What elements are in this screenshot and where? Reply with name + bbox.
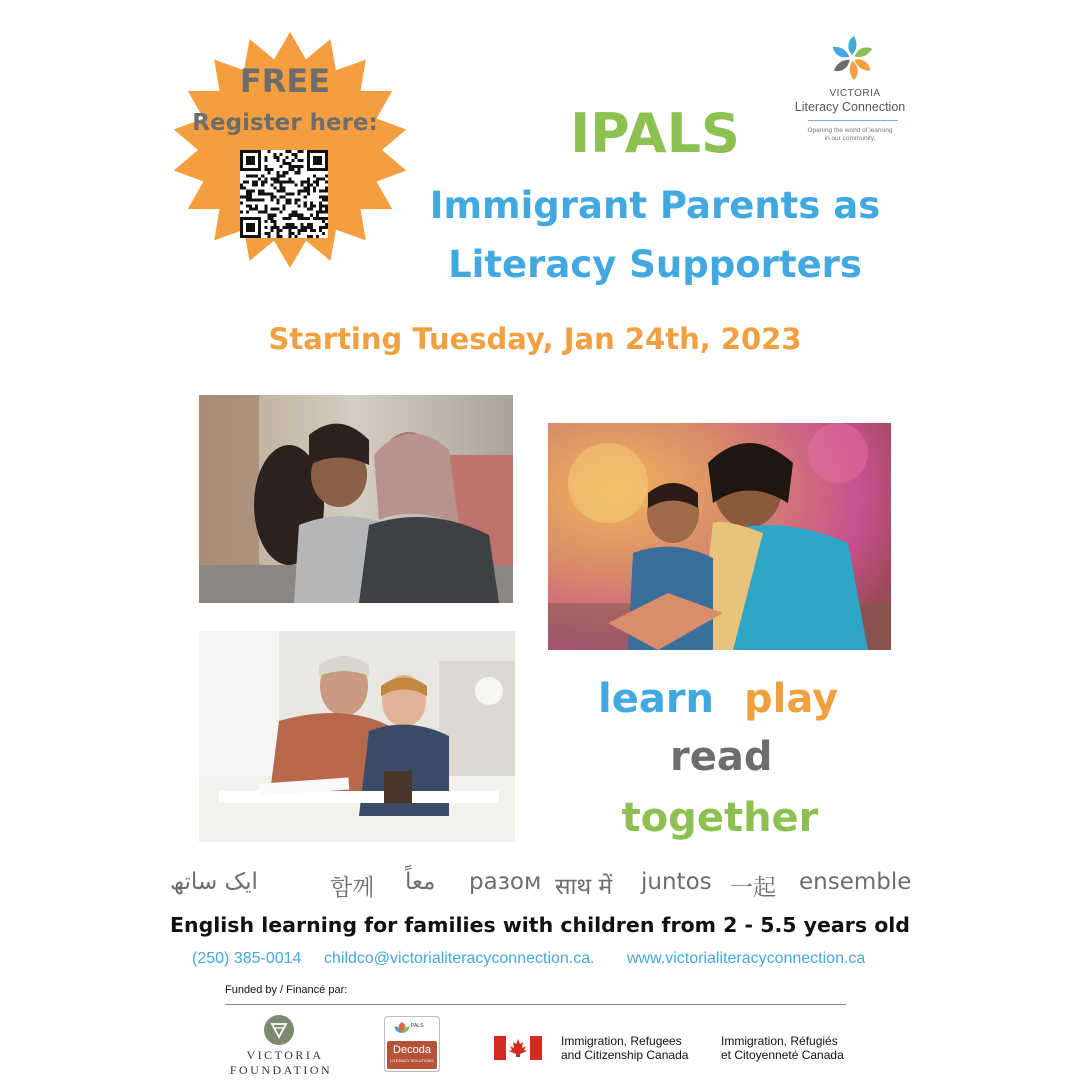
page-title: IPALS bbox=[570, 102, 740, 165]
registration-qr-code[interactable] bbox=[240, 150, 328, 238]
ircc-french: Immigration, Réfugiés et Citoyenneté Canada bbox=[721, 1034, 844, 1062]
start-date: Starting Tuesday, Jan 24th, 2023 bbox=[268, 322, 802, 356]
contact-phone[interactable]: (250) 385-0014 bbox=[192, 950, 302, 967]
word-learn: learn bbox=[598, 676, 715, 722]
together-chinese: 一起 bbox=[730, 875, 776, 901]
victoria-foundation-line1: VICTORIA bbox=[246, 1048, 324, 1062]
literacy-connection-logo-icon bbox=[828, 34, 876, 82]
logo-victoria: VICTORIA bbox=[829, 88, 881, 99]
decoda-subtitle: LITERACY SOLUTIONS bbox=[390, 1058, 434, 1063]
decoda-pals-label: PALS bbox=[411, 1023, 424, 1029]
together-urdu: ایک ساتھ bbox=[170, 869, 258, 895]
contact-email[interactable]: childco@victorialiteracyconnection.ca. bbox=[324, 950, 595, 967]
contact-website[interactable]: www.victorialiteracyconnection.ca bbox=[627, 950, 866, 967]
together-korean: 함께 bbox=[330, 875, 375, 901]
together-hindi: साथ में bbox=[555, 874, 613, 900]
victoria-foundation-logo-icon bbox=[264, 1015, 294, 1045]
word-read: read bbox=[670, 734, 773, 780]
program-tagline: English learning for families with children from 2 - 5.5 years old bbox=[169, 913, 910, 937]
logo-literacy-connection: Literacy Connection bbox=[794, 100, 906, 114]
decoda-name: Decoda bbox=[393, 1044, 431, 1056]
free-label: FREE bbox=[239, 62, 331, 100]
victoria-foundation-line2: FOUNDATION bbox=[229, 1063, 333, 1077]
ircc-english: Immigration, Refugees and Citizenship Canada bbox=[561, 1034, 689, 1062]
together-arabic: معاً bbox=[405, 869, 436, 895]
subtitle-line-2: Literacy Supporters bbox=[448, 243, 862, 286]
word-together: together bbox=[621, 795, 819, 841]
word-play: play bbox=[744, 676, 839, 722]
together-french: ensemble bbox=[799, 869, 912, 895]
photo-mother-reading-to-son bbox=[548, 423, 891, 650]
photo-grandfather-drawing-with-boy bbox=[199, 631, 515, 842]
canada-flag-icon bbox=[494, 1036, 542, 1060]
photo-mother-hugging-daughter bbox=[199, 395, 513, 603]
together-spanish: juntos bbox=[641, 869, 712, 895]
funded-by-label: Funded by / Financé par: bbox=[225, 984, 348, 996]
logo-divider bbox=[808, 120, 898, 121]
decoda-lotus-icon bbox=[394, 1021, 410, 1035]
logo-tagline: Opening the world of learning in our community. bbox=[807, 127, 893, 142]
subtitle-line-1: Immigrant Parents as bbox=[429, 184, 881, 227]
register-label: Register here: bbox=[192, 110, 378, 136]
together-ukrainian: разом bbox=[469, 869, 542, 895]
decoda-logo bbox=[384, 1016, 440, 1072]
funded-divider bbox=[225, 1004, 846, 1005]
